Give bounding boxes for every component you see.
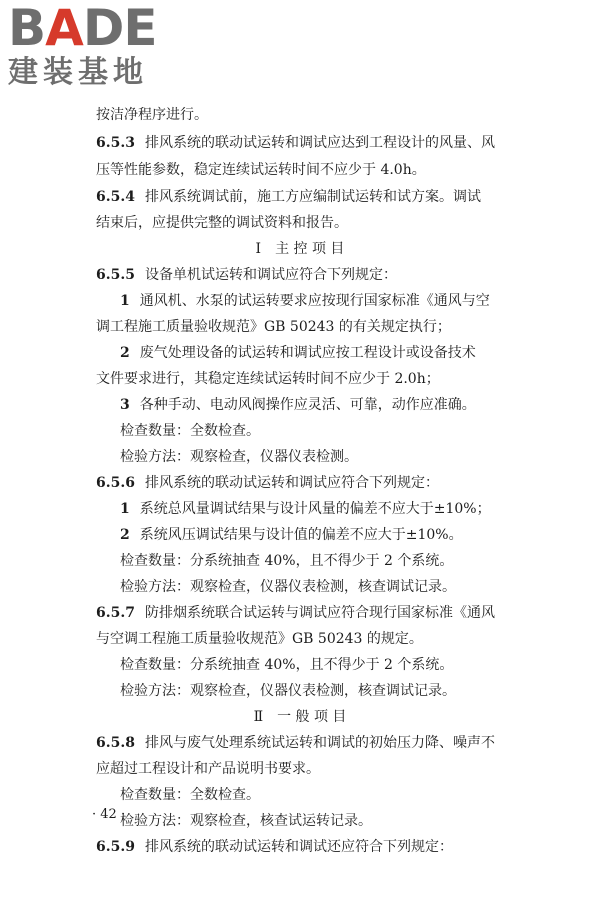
list-item xyxy=(120,500,491,518)
clause-number: 6.5.6 xyxy=(96,475,135,491)
inspection-quantity: 检查数量：分系统抽查 40%，且不得少于 2 个系统。 xyxy=(120,553,454,569)
text-line: 应超过工程设计和产品说明书要求。 xyxy=(96,761,320,777)
item-text: 废气处理设备的试运转和调试应按工程设计或设备技术 xyxy=(139,345,476,361)
text-line: 与空调工程施工质量验收规范》GB 50243 的规定。 xyxy=(96,631,423,647)
item-text: 各种手动、电动风阀操作应灵活、可靠，动作应准确。 xyxy=(139,397,476,413)
section-numeral: Ⅱ xyxy=(253,709,264,725)
inspection-method: 检验方法：观察检查，仪器仪表检测。 xyxy=(120,449,358,465)
clause-6-5-4 xyxy=(96,188,481,206)
list-item xyxy=(120,292,490,310)
inspection-quantity: 检查数量：全数检查。 xyxy=(120,787,260,803)
item-text: 系统风压调试结果与设计值的偏差不应大于±10%。 xyxy=(139,527,463,543)
inspection-method: 检验方法：观察检查，仪器仪表检测，核查调试记录。 xyxy=(120,683,456,699)
item-text: 系统总风量调试结果与设计风量的偏差不应大于±10%； xyxy=(139,501,491,517)
list-item xyxy=(120,344,476,362)
clause-6-5-8 xyxy=(96,734,495,752)
section-title: 一 般 项 目 xyxy=(277,709,347,725)
clause-number: 6.5.9 xyxy=(96,839,135,855)
clause-6-5-5 xyxy=(96,266,397,284)
text-line: 压等性能参数，稳定连续试运转时间不应少于 4.0h。 xyxy=(96,162,426,178)
inspection-quantity: 检查数量：全数检查。 xyxy=(120,423,260,439)
item-number: 2 xyxy=(120,345,130,361)
clause-number: 6.5.8 xyxy=(96,735,135,751)
section-numeral: Ⅰ xyxy=(255,241,262,257)
inspection-method: 检验方法：观察检查，核查试运转记录。 xyxy=(120,813,372,829)
inspection-method: 检验方法：观察检查，仪器仪表检测，核查调试记录。 xyxy=(120,579,456,595)
list-item xyxy=(120,396,476,414)
item-number: 1 xyxy=(120,293,130,309)
text-line: 结束后，应提供完整的调试资料和报告。 xyxy=(96,215,348,231)
item-number: 3 xyxy=(120,397,130,413)
text-line: 文件要求进行，其稳定连续试运转时间不应少于 2.0h； xyxy=(96,371,440,387)
list-item xyxy=(120,526,463,544)
logo-brand xyxy=(8,0,178,57)
section-title: 主 控 项 目 xyxy=(275,241,345,257)
text-line: 按洁净程序进行。 xyxy=(96,107,208,123)
section-heading-main-items xyxy=(0,240,600,258)
clause-6-5-7 xyxy=(96,604,495,622)
item-number: 1 xyxy=(120,501,130,517)
clause-text: 排风系统的联动试运转和调试还应符合下列规定： xyxy=(144,839,453,855)
clause-text: 排风系统调试前，施工方应编制试运转和试方案。调试 xyxy=(144,189,481,205)
clause-number: 6.5.3 xyxy=(96,135,135,151)
page-number: · 42 · xyxy=(92,807,126,822)
clause-number: 6.5.5 xyxy=(96,267,135,283)
logo-letter-a: A xyxy=(45,0,83,57)
item-text: 通风机、水泵的试运转要求应按现行国家标准《通风与空 xyxy=(139,293,490,309)
clause-text: 设备单机试运转和调试应符合下列规定： xyxy=(144,267,397,283)
clause-6-5-6 xyxy=(96,474,439,492)
clause-number: 6.5.7 xyxy=(96,605,135,621)
clause-number: 6.5.4 xyxy=(96,189,135,205)
clause-text: 排风系统的联动试运转和调试应符合下列规定： xyxy=(144,475,439,491)
text-line: 调工程施工质量验收规范》GB 50243 的有关规定执行； xyxy=(96,319,451,335)
clause-6-5-9 xyxy=(96,838,453,856)
clause-text: 排风与废气处理系统试运转和调试的初始压力降、噪声不 xyxy=(144,735,495,751)
clause-text: 防排烟系统联合试运转与调试应符合现行国家标准《通风 xyxy=(144,605,495,621)
watermark-logo xyxy=(8,2,178,90)
clause-6-5-3 xyxy=(96,134,495,152)
item-number: 2 xyxy=(120,527,130,543)
section-heading-general-items xyxy=(0,708,600,726)
logo-letter-b: B xyxy=(8,0,46,57)
clause-text: 排风系统的联动试运转和调试应达到工程设计的风量、风 xyxy=(144,135,495,151)
logo-letters-de: DE xyxy=(82,0,157,57)
inspection-quantity: 检查数量：分系统抽查 40%，且不得少于 2 个系统。 xyxy=(120,657,454,673)
logo-subtitle: 建装基地 xyxy=(8,55,148,90)
